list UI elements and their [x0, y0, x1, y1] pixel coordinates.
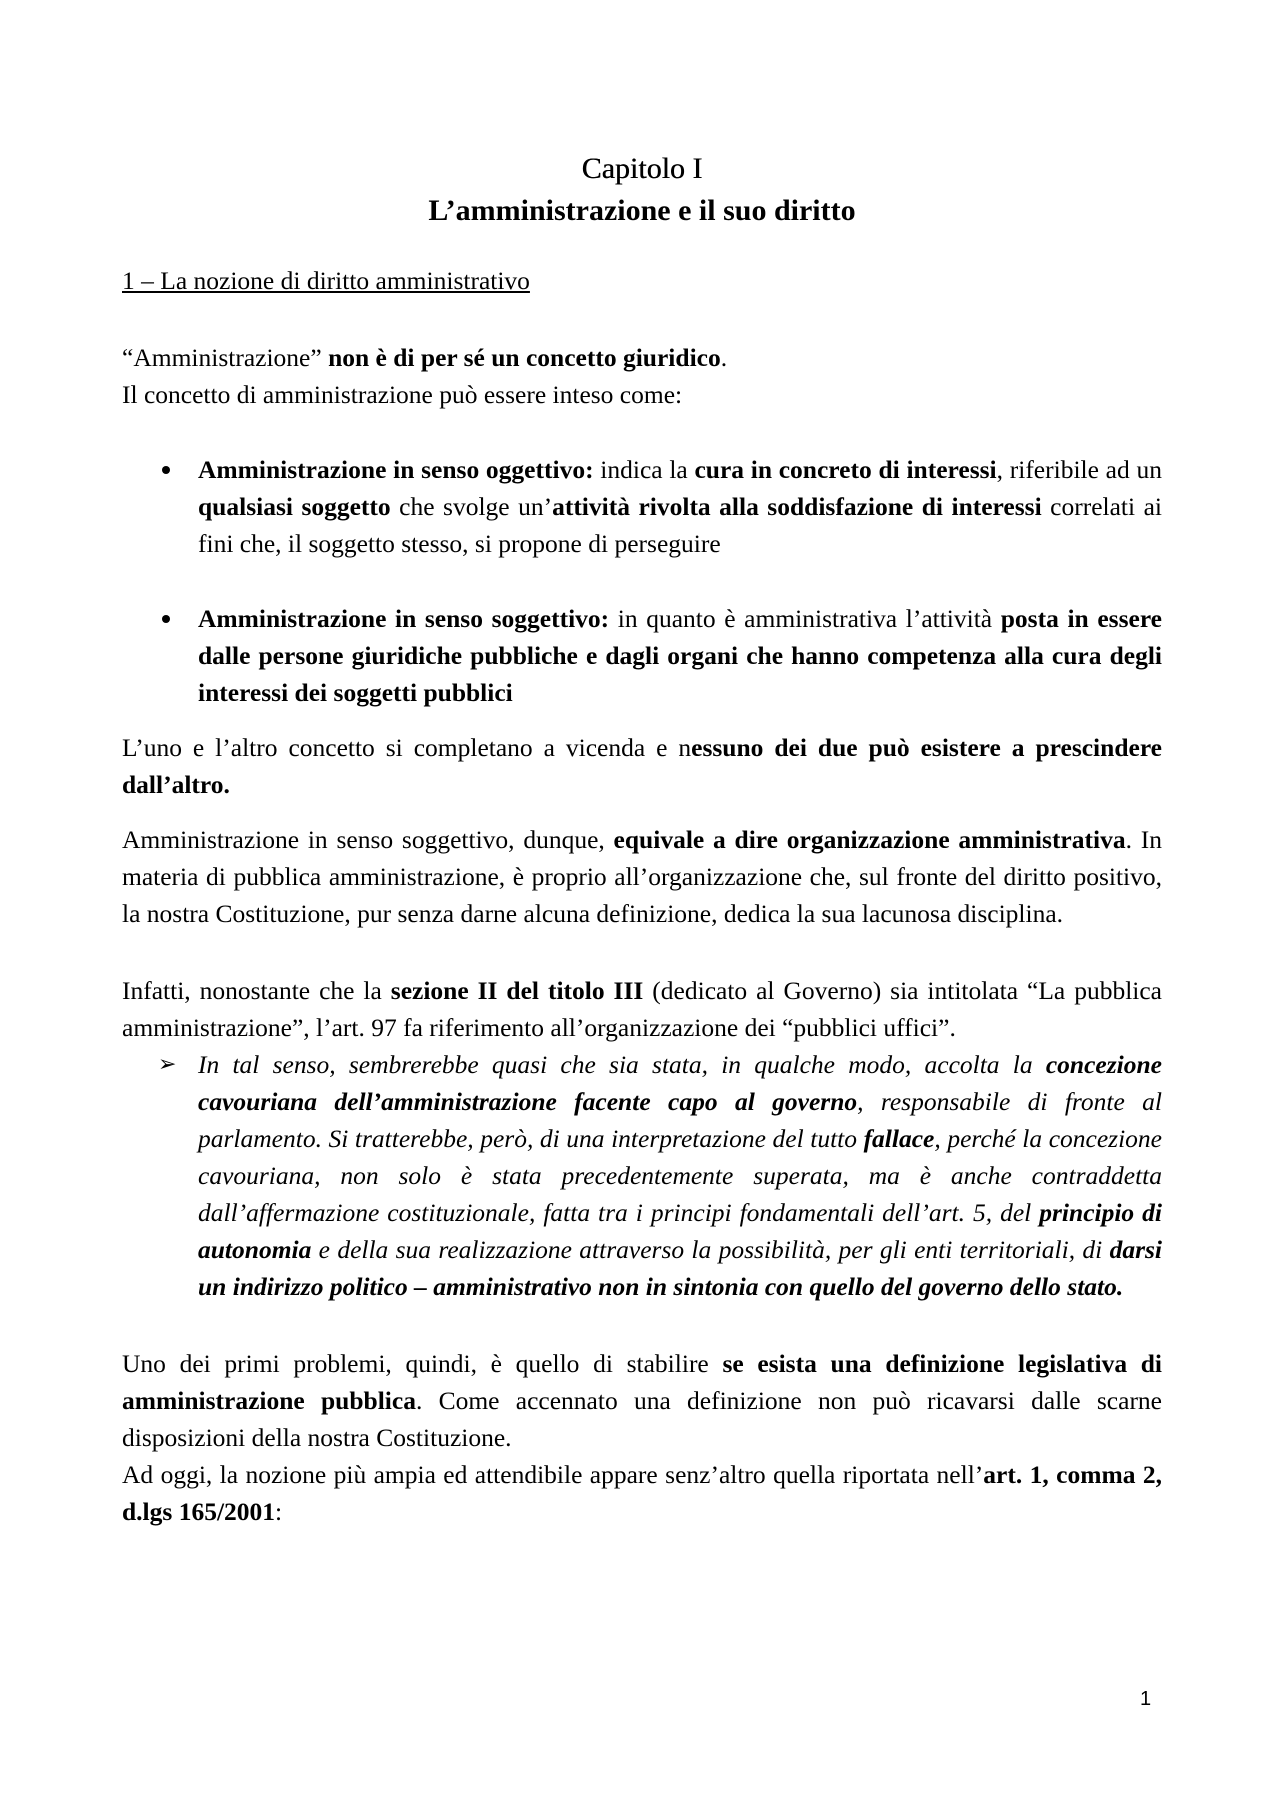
- arrow-bullet-icon: ➢: [158, 1052, 177, 1077]
- paragraph-complement: L’uno e l’altro concetto si completano a vicenda e nessuno dei due può esistere a prescindere dall’altro.: [122, 733, 1163, 799]
- page-number: 1: [1140, 1688, 1152, 1710]
- document-page: [122, 148, 1162, 1530]
- arrow-list-item: ➢ In tal senso, sembrerebbe quasi che sia stata, in qualche modo, accolta la concezione cavouriana dell’amministrazione facente capo al governo, responsabile di fronte al parlamento. Si tratterebbe, però, di una interpretazione del tutto fallace, perché la concezione cavouriana, non solo è stata precedentemente superata, ma è anche contraddetta dall’affermazione costituzionale, fatta tra i principi fondamentali dell’art. 5, del principio di autonomia e della sua realizzazione attraverso la possibilità, per gli enti territoriali, di darsi un indirizzo politico – amministrativo non in sintonia con quello del governo dello stato.: [122, 1046, 1162, 1305]
- intro-paragraph-1: “Amministrazione” non è di per sé un concetto giuridico.: [122, 343, 728, 372]
- bullet-icon: [162, 466, 170, 474]
- definition-list: [122, 451, 1162, 711]
- paragraph-oggi: Ad oggi, la nozione più ampia ed attendibile appare senz’altro quella riportata nell’art. 1, comma 2, d.lgs 165/2001:: [122, 1460, 1162, 1526]
- list-item: Amministrazione in senso oggettivo: indica la cura in concreto di interessi, riferibile ad un qualsiasi soggetto che svolge un’attività rivolta alla soddisfazione di interessi correlati ai fini che, il soggetto stesso, si propone di perseguire: [122, 451, 1162, 562]
- paragraph-soggettivo: Amministrazione in senso soggettivo, dunque, equivale a dire organizzazione amministrativa. In materia di pubblica amministrazione, è proprio all’organizzazione che, sul fronte del diritto positivo, la nostra Costituzione, pur senza darne alcuna definizione, dedica la sua lacunosa disciplina.: [122, 825, 1162, 928]
- chapter-number: Capitolo I: [581, 152, 703, 185]
- paragraph-infatti: Infatti, nonostante che la sezione II del titolo III (dedicato al Governo) sia intitolata “La pubblica amministrazione”, l’art. 97 fa riferimento all’organizzazione dei “pubblici uffici”.: [122, 976, 1162, 1042]
- bullet-icon: [162, 615, 170, 623]
- intro-paragraph-2: Il concetto di amministrazione può essere inteso come:: [122, 380, 683, 409]
- paragraph-problemi: Uno dei primi problemi, quindi, è quello di stabilire se esista una definizione legislativa di amministrazione pubblica. Come accennato una definizione non può ricavarsi dalle scarne disposizioni della nostra Costituzione.: [122, 1349, 1163, 1452]
- section-heading: 1 – La nozione di diritto amministrativo: [122, 266, 530, 295]
- list-item: Amministrazione in senso soggettivo: in quanto è amministrativa l’attività posta in essere dalle persone giuridiche pubbliche e dagli organi che hanno competenza alla cura degli interessi dei soggetti pubblici: [122, 600, 1162, 711]
- chapter-title: L’amministrazione e il suo diritto: [428, 194, 856, 227]
